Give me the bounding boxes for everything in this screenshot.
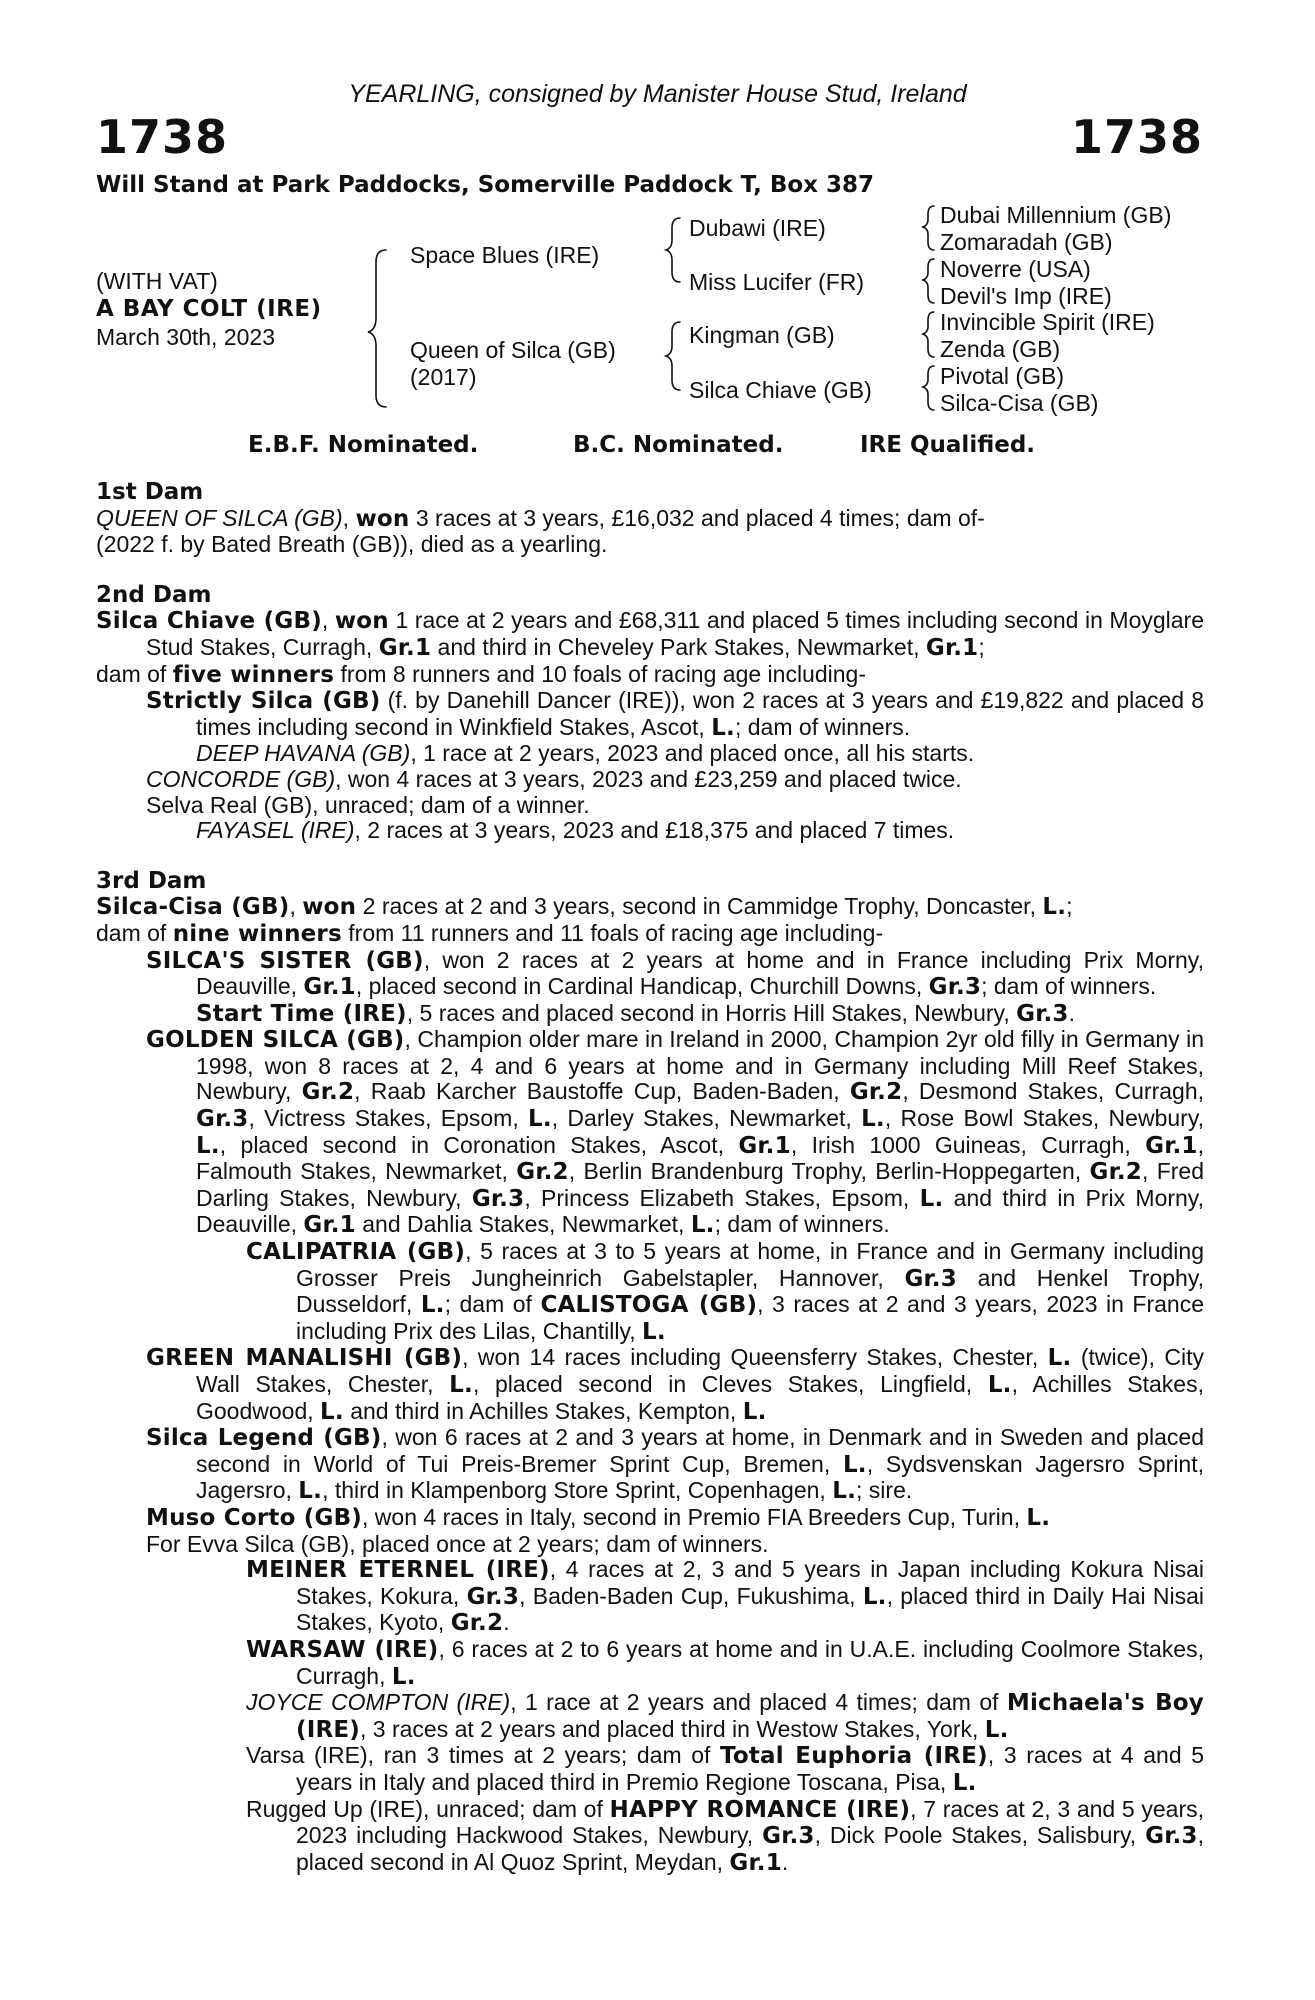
ggp-2: Zomaradah (GB) xyxy=(940,229,1113,255)
bold-text: L. xyxy=(527,1106,552,1133)
record-text: , Rose Bowl Stakes, Newbury, xyxy=(884,1105,1204,1132)
record-text: , 6 races at 2 to 6 years at home and in U.A.E. including Coolmore Stakes, Curragh, xyxy=(296,1635,1204,1689)
record-entry xyxy=(96,1797,1204,1877)
record-text: , Falmouth Stakes, Newmarket, xyxy=(196,1131,1204,1185)
record-entry xyxy=(96,1690,1204,1743)
record-text: , 1 race at 2 years, 2023 and placed once, all his starts. xyxy=(410,740,975,767)
record-text: , Princess Elizabeth Stakes, Epsom, xyxy=(524,1184,920,1211)
record-text: dam of xyxy=(96,919,173,946)
dam-sections xyxy=(96,480,1204,1876)
italic-text: QUEEN OF SILCA (GB) xyxy=(96,504,343,531)
record-text: and third in Achilles Stakes, Kempton, xyxy=(343,1397,743,1424)
dam-year: (2017) xyxy=(410,364,477,390)
ggp-bracket-4 xyxy=(923,366,934,410)
record-entry xyxy=(96,1001,1204,1028)
third-dam-section xyxy=(96,869,1204,1877)
italic-text: CONCORDE (GB) xyxy=(146,765,336,792)
record-text: 2 races at 2 and 3 years, second in Cammidge Trophy, Doncaster, xyxy=(356,893,1043,920)
record-text: , Champion older mare in Ireland in 2000, Champion 2yr old filly in Germany in 1998, won 8 races at 2, 4 and 6 years at home and in Germany including Mill Reef Stakes, Newbury, xyxy=(196,1026,1204,1105)
record-text: , placed second in Cleves Stakes, Lingfield, xyxy=(472,1371,988,1397)
record-entry xyxy=(96,1027,1204,1239)
ggp-bracket-1 xyxy=(923,206,934,250)
lot-number-left: 1738 xyxy=(96,110,229,164)
bold-text: nine winners xyxy=(172,920,342,947)
third-dam-heading: 3rd Dam xyxy=(96,867,207,894)
record-text: . xyxy=(503,1609,510,1636)
bold-text: Gr.3 xyxy=(904,1265,957,1292)
bold-text: L. xyxy=(298,1478,323,1505)
sire: Space Blues (IRE) xyxy=(410,242,600,268)
bold-text: Gr.3 xyxy=(471,1185,525,1212)
record-text: and Dahlia Stakes, Newmarket, xyxy=(355,1211,691,1238)
bold-text: Total Euphoria (IRE) xyxy=(720,1743,988,1770)
record-text: , 2 races at 3 years, 2023 and £18,375 and placed 7 times. xyxy=(354,817,955,844)
main-bracket xyxy=(368,250,386,407)
record-text: , placed second in Al Quoz Sprint, Meydan, xyxy=(296,1822,1205,1875)
bold-text: SILCA'S SISTER (GB) xyxy=(146,947,424,974)
record-text: , 3 races at 2 and 3 years, 2023 in France including Prix des Lilas, Chantilly, xyxy=(296,1291,1205,1344)
record-entry xyxy=(96,532,1204,558)
record-text: 3 races at 3 years, £16,032 and placed 4 times; dam of- xyxy=(409,504,985,531)
record-entry xyxy=(96,1557,1204,1637)
sire-bracket xyxy=(666,218,680,282)
record-text: . xyxy=(781,1848,789,1875)
bold-text: Gr.2 xyxy=(450,1610,504,1637)
record-text: , Darley Stakes, Newmarket, xyxy=(551,1105,862,1132)
bold-text: L. xyxy=(987,1372,1012,1398)
bold-text: Muso Corto (GB) xyxy=(146,1504,363,1531)
italic-text: FAYASEL (IRE) xyxy=(196,817,355,844)
bold-text: CALISTOGA (GB) xyxy=(540,1292,758,1319)
bold-text: HAPPY ROMANCE (IRE) xyxy=(609,1796,911,1823)
ggp-bracket-2 xyxy=(923,259,934,303)
record-text: 1 race at 2 years and £68,311 and placed 5 times including second in Moyglare Stud Stakes, Curragh, xyxy=(146,607,1205,660)
bold-text: GOLDEN SILCA (GB) xyxy=(146,1027,405,1054)
record-entry xyxy=(96,1532,1204,1558)
record-text: (twice), City Wall Stakes, Chester, xyxy=(196,1344,1205,1397)
record-text: from 11 runners and 11 foals of racing age including- xyxy=(341,919,884,946)
bold-text: Gr.1 xyxy=(378,634,432,661)
bold-text: L. xyxy=(642,1318,666,1345)
bold-text: five winners xyxy=(172,661,335,688)
bold-text: MEINER ETERNEL (IRE) xyxy=(246,1557,550,1584)
record-entry xyxy=(96,793,1204,819)
bold-text: won xyxy=(355,505,410,532)
record-text: ; dam of winners. xyxy=(734,713,911,740)
record-text: , xyxy=(342,504,356,531)
record-entry xyxy=(96,688,1204,741)
record-text: , 3 races at 2 years and placed third in Westow Stakes, York, xyxy=(360,1715,985,1742)
second-dam-section xyxy=(96,583,1204,844)
bold-text: Gr.2 xyxy=(849,1079,903,1106)
record-entry xyxy=(96,1505,1204,1532)
record-text: , won 4 races in Italy, second in Premio FIA Breeders Cup, Turin, xyxy=(362,1503,1027,1530)
ggp-4: Devil's Imp (IRE) xyxy=(940,283,1112,309)
bold-text: Gr.1 xyxy=(729,1849,782,1876)
bold-text: L. xyxy=(711,714,735,741)
record-text: and third in Cheveley Park Stakes, Newmarket, xyxy=(431,633,926,660)
record-text: , won 4 races at 3 years, 2023 and £23,259 and placed twice. xyxy=(335,765,962,792)
record-text: , Fred Darling Stakes, Newbury, xyxy=(196,1158,1204,1211)
bold-text: Michaela's Boy (IRE) xyxy=(296,1690,1204,1743)
record-text: , Berlin Brandenburg Trophy, Berlin-Hoppegarten, xyxy=(568,1158,1090,1185)
bold-text: L. xyxy=(196,1132,220,1159)
dam-bracket xyxy=(666,322,680,390)
record-text: ; xyxy=(1066,893,1073,920)
record-entry xyxy=(96,921,1204,948)
record-text: and Henkel Trophy, Dusseldorf, xyxy=(296,1264,1204,1318)
record-text: ; dam of winners. xyxy=(981,973,1157,1000)
bold-text: Gr.3 xyxy=(1016,1000,1069,1027)
lot-number-right: 1738 xyxy=(1070,110,1203,164)
record-text: Rugged Up (IRE), unraced; dam of xyxy=(246,1795,610,1822)
record-text: and third in Prix Morny, Deauville, xyxy=(196,1184,1204,1238)
bold-text: Gr.3 xyxy=(762,1823,815,1850)
record-text: , placed second in Cardinal Handicap, Churchill Downs, xyxy=(355,973,929,1000)
bold-text: Gr.1 xyxy=(303,1212,356,1239)
record-text: ; xyxy=(978,633,985,660)
section-spacer xyxy=(96,558,1204,583)
bold-text: Gr.3 xyxy=(196,1106,249,1133)
ggp-1: Dubai Millennium (GB) xyxy=(940,202,1172,228)
ggp-3: Noverre (USA) xyxy=(940,256,1091,282)
record-text: ; sire. xyxy=(856,1477,913,1504)
bold-text: Gr.3 xyxy=(928,974,982,1001)
bold-text: L. xyxy=(984,1716,1009,1743)
record-entry xyxy=(96,1425,1204,1505)
bold-text: L. xyxy=(449,1372,473,1398)
dam-sire: Kingman (GB) xyxy=(689,322,835,348)
bold-text: L. xyxy=(690,1212,715,1239)
record-text: , won 14 races including Queensferry Stakes, Chester, xyxy=(462,1344,1048,1371)
record-text: ; dam of winners. xyxy=(714,1211,890,1238)
horse-name: A BAY COLT (IRE) xyxy=(96,296,322,322)
bold-text: Silca-Cisa (GB) xyxy=(96,894,290,921)
bold-text: L. xyxy=(952,1769,977,1796)
bold-text: Gr.1 xyxy=(303,974,356,1001)
record-entry xyxy=(96,608,1204,661)
bold-text: L. xyxy=(420,1292,445,1319)
bold-text: L. xyxy=(391,1663,416,1690)
bold-text: won xyxy=(302,894,357,921)
record-entry xyxy=(96,1743,1204,1796)
record-text: from 8 runners and 10 foals of racing age including- xyxy=(334,660,866,687)
italic-text: JOYCE COMPTON (IRE) xyxy=(246,1689,511,1716)
record-text: (f. by Danehill Dancer (IRE)), won 2 races at 3 years and £19,822 and placed 8 times including second in Winkfield Stakes, Ascot, xyxy=(196,687,1205,740)
stand-location: Will Stand at Park Paddocks, Somerville Paddock T, Box 387 xyxy=(96,172,875,198)
bold-text: Gr.3 xyxy=(1145,1823,1198,1850)
bold-text: L. xyxy=(1047,1345,1072,1372)
record-text: (2022 f. by Bated Breath (GB)), died as a yearling. xyxy=(96,531,608,558)
bold-text: WARSAW (IRE) xyxy=(246,1636,439,1663)
record-text: , won 6 races at 2 and 3 years at home, in Denmark and in Sweden and placed second in World of Tui Preis-Bremer Sprint Cup, Bremen, xyxy=(196,1424,1204,1477)
bold-text: won xyxy=(334,608,389,635)
record-text: , Baden-Baden Cup, Fukushima, xyxy=(519,1582,863,1609)
record-text: , 5 races and placed second in Horris Hill Stakes, Newbury, xyxy=(406,999,1017,1026)
ggp-8: Silca-Cisa (GB) xyxy=(940,390,1099,416)
bold-text: Gr.1 xyxy=(925,634,979,661)
second-dam-heading: 2nd Dam xyxy=(96,581,212,608)
ggp-7: Pivotal (GB) xyxy=(940,363,1064,389)
record-entry xyxy=(96,506,1204,533)
record-text: , placed third in Daily Hai Nisai Stakes, Kyoto, xyxy=(296,1582,1204,1636)
record-entry xyxy=(96,894,1204,921)
foaling-date: March 30th, 2023 xyxy=(96,324,276,350)
first-dam-heading: 1st Dam xyxy=(96,479,204,505)
bold-text: Silca Chiave (GB) xyxy=(96,608,322,635)
ebf-nomination: E.B.F. Nominated. xyxy=(248,432,479,458)
bold-text: GREEN MANALISHI (GB) xyxy=(146,1345,463,1372)
record-text: , Victress Stakes, Epsom, xyxy=(248,1105,528,1132)
record-text: , won 2 races at 2 years at home and in France including Prix Morny, Deauville, xyxy=(196,946,1204,1000)
record-text: dam of xyxy=(96,660,173,687)
bold-text: Gr.3 xyxy=(466,1583,520,1610)
bold-text: Strictly Silca (GB) xyxy=(146,688,381,715)
record-entry xyxy=(96,1345,1204,1425)
record-text: , third in Klampenborg Store Sprint, Copenhagen, xyxy=(322,1477,833,1504)
record-text: , 5 races at 3 to 5 years at home, in France and in Germany including Grosser Preis Jungheinrich Gabelstapler, Hannover, xyxy=(296,1238,1205,1291)
vat-note: (WITH VAT) xyxy=(96,268,218,294)
record-text: , Achilles Stakes, Goodwood, xyxy=(196,1371,1204,1424)
record-entry xyxy=(96,767,1204,793)
bold-text: Start Time (IRE) xyxy=(196,1000,407,1027)
record-text: , Desmond Stakes, Curragh, xyxy=(902,1078,1204,1105)
bold-text: L. xyxy=(742,1398,767,1425)
record-entry xyxy=(96,818,1204,844)
record-entry xyxy=(96,1637,1204,1690)
bold-text: L. xyxy=(861,1106,885,1133)
record-text: Selva Real (GB), unraced; dam of a winner. xyxy=(146,791,590,818)
bold-text: Gr.2 xyxy=(516,1159,569,1186)
record-entry xyxy=(96,662,1204,689)
bold-text: CALIPATRIA (GB) xyxy=(246,1239,466,1266)
bold-text: L. xyxy=(862,1583,887,1610)
bold-text: L. xyxy=(320,1398,344,1425)
bold-text: Gr.2 xyxy=(301,1079,355,1106)
bold-text: L. xyxy=(832,1478,857,1505)
sire-sire: Dubawi (IRE) xyxy=(689,215,826,241)
bold-text: L. xyxy=(919,1185,944,1212)
dam-dam: Silca Chiave (GB) xyxy=(689,377,872,403)
bc-nomination: B.C. Nominated. xyxy=(573,432,784,458)
record-text: , Raab Karcher Baustoffe Cup, Baden-Baden, xyxy=(354,1078,850,1105)
record-text: For Evva Silca (GB), placed once at 2 years; dam of winners. xyxy=(146,1530,769,1557)
section-spacer xyxy=(96,844,1204,869)
record-entry xyxy=(96,741,1204,767)
first-dam-section xyxy=(96,480,1204,558)
record-text: Varsa (IRE), ran 3 times at 2 years; dam of xyxy=(246,1742,721,1769)
bold-text: L. xyxy=(842,1451,867,1478)
record-text: , 4 races at 2, 3 and 5 years in Japan including Kokura Nisai Stakes, Kokura, xyxy=(296,1556,1204,1609)
italic-text: DEEP HAVANA (GB) xyxy=(196,740,411,767)
record-text: , 1 race at 2 years and placed 4 times; dam of xyxy=(510,1689,1007,1716)
bold-text: L. xyxy=(1026,1504,1051,1531)
dam: Queen of Silca (GB) xyxy=(410,337,616,363)
record-text: ; dam of xyxy=(444,1291,541,1318)
consignment-line: YEARLING, consigned by Manister House Stud, Ireland xyxy=(348,80,967,108)
record-text: , 3 races at 4 and 5 years in Italy and placed third in Premio Regione Toscana, Pisa, xyxy=(296,1742,1205,1795)
bold-text: Gr.2 xyxy=(1089,1159,1142,1186)
bold-text: L. xyxy=(1042,894,1067,921)
record-text: , placed second in Coronation Stakes, Ascot, xyxy=(219,1131,739,1158)
ggp-bracket-3 xyxy=(923,312,934,357)
bold-text: Silca Legend (GB) xyxy=(146,1425,382,1452)
record-text: , Dick Poole Stakes, Salisbury, xyxy=(814,1822,1146,1849)
record-text: , Sydsvenskan Jagersro Sprint, Jagersro, xyxy=(196,1450,1205,1504)
sire-dam: Miss Lucifer (FR) xyxy=(689,269,865,295)
ire-qualified: IRE Qualified. xyxy=(860,432,1036,458)
record-text: , xyxy=(321,607,335,634)
ggp-5: Invincible Spirit (IRE) xyxy=(940,309,1155,335)
record-text: , Irish 1000 Guineas, Curragh, xyxy=(790,1131,1146,1158)
ggp-6: Zenda (GB) xyxy=(940,336,1061,362)
record-text: , xyxy=(289,893,303,920)
record-entry xyxy=(96,948,1204,1001)
record-text: , 7 races at 2, 3 and 5 years, 2023 including Hackwood Stakes, Newbury, xyxy=(296,1795,1205,1849)
bold-text: Gr.1 xyxy=(1145,1132,1198,1159)
bold-text: Gr.1 xyxy=(738,1132,791,1159)
record-text: . xyxy=(1068,999,1075,1026)
record-entry xyxy=(96,1239,1204,1345)
